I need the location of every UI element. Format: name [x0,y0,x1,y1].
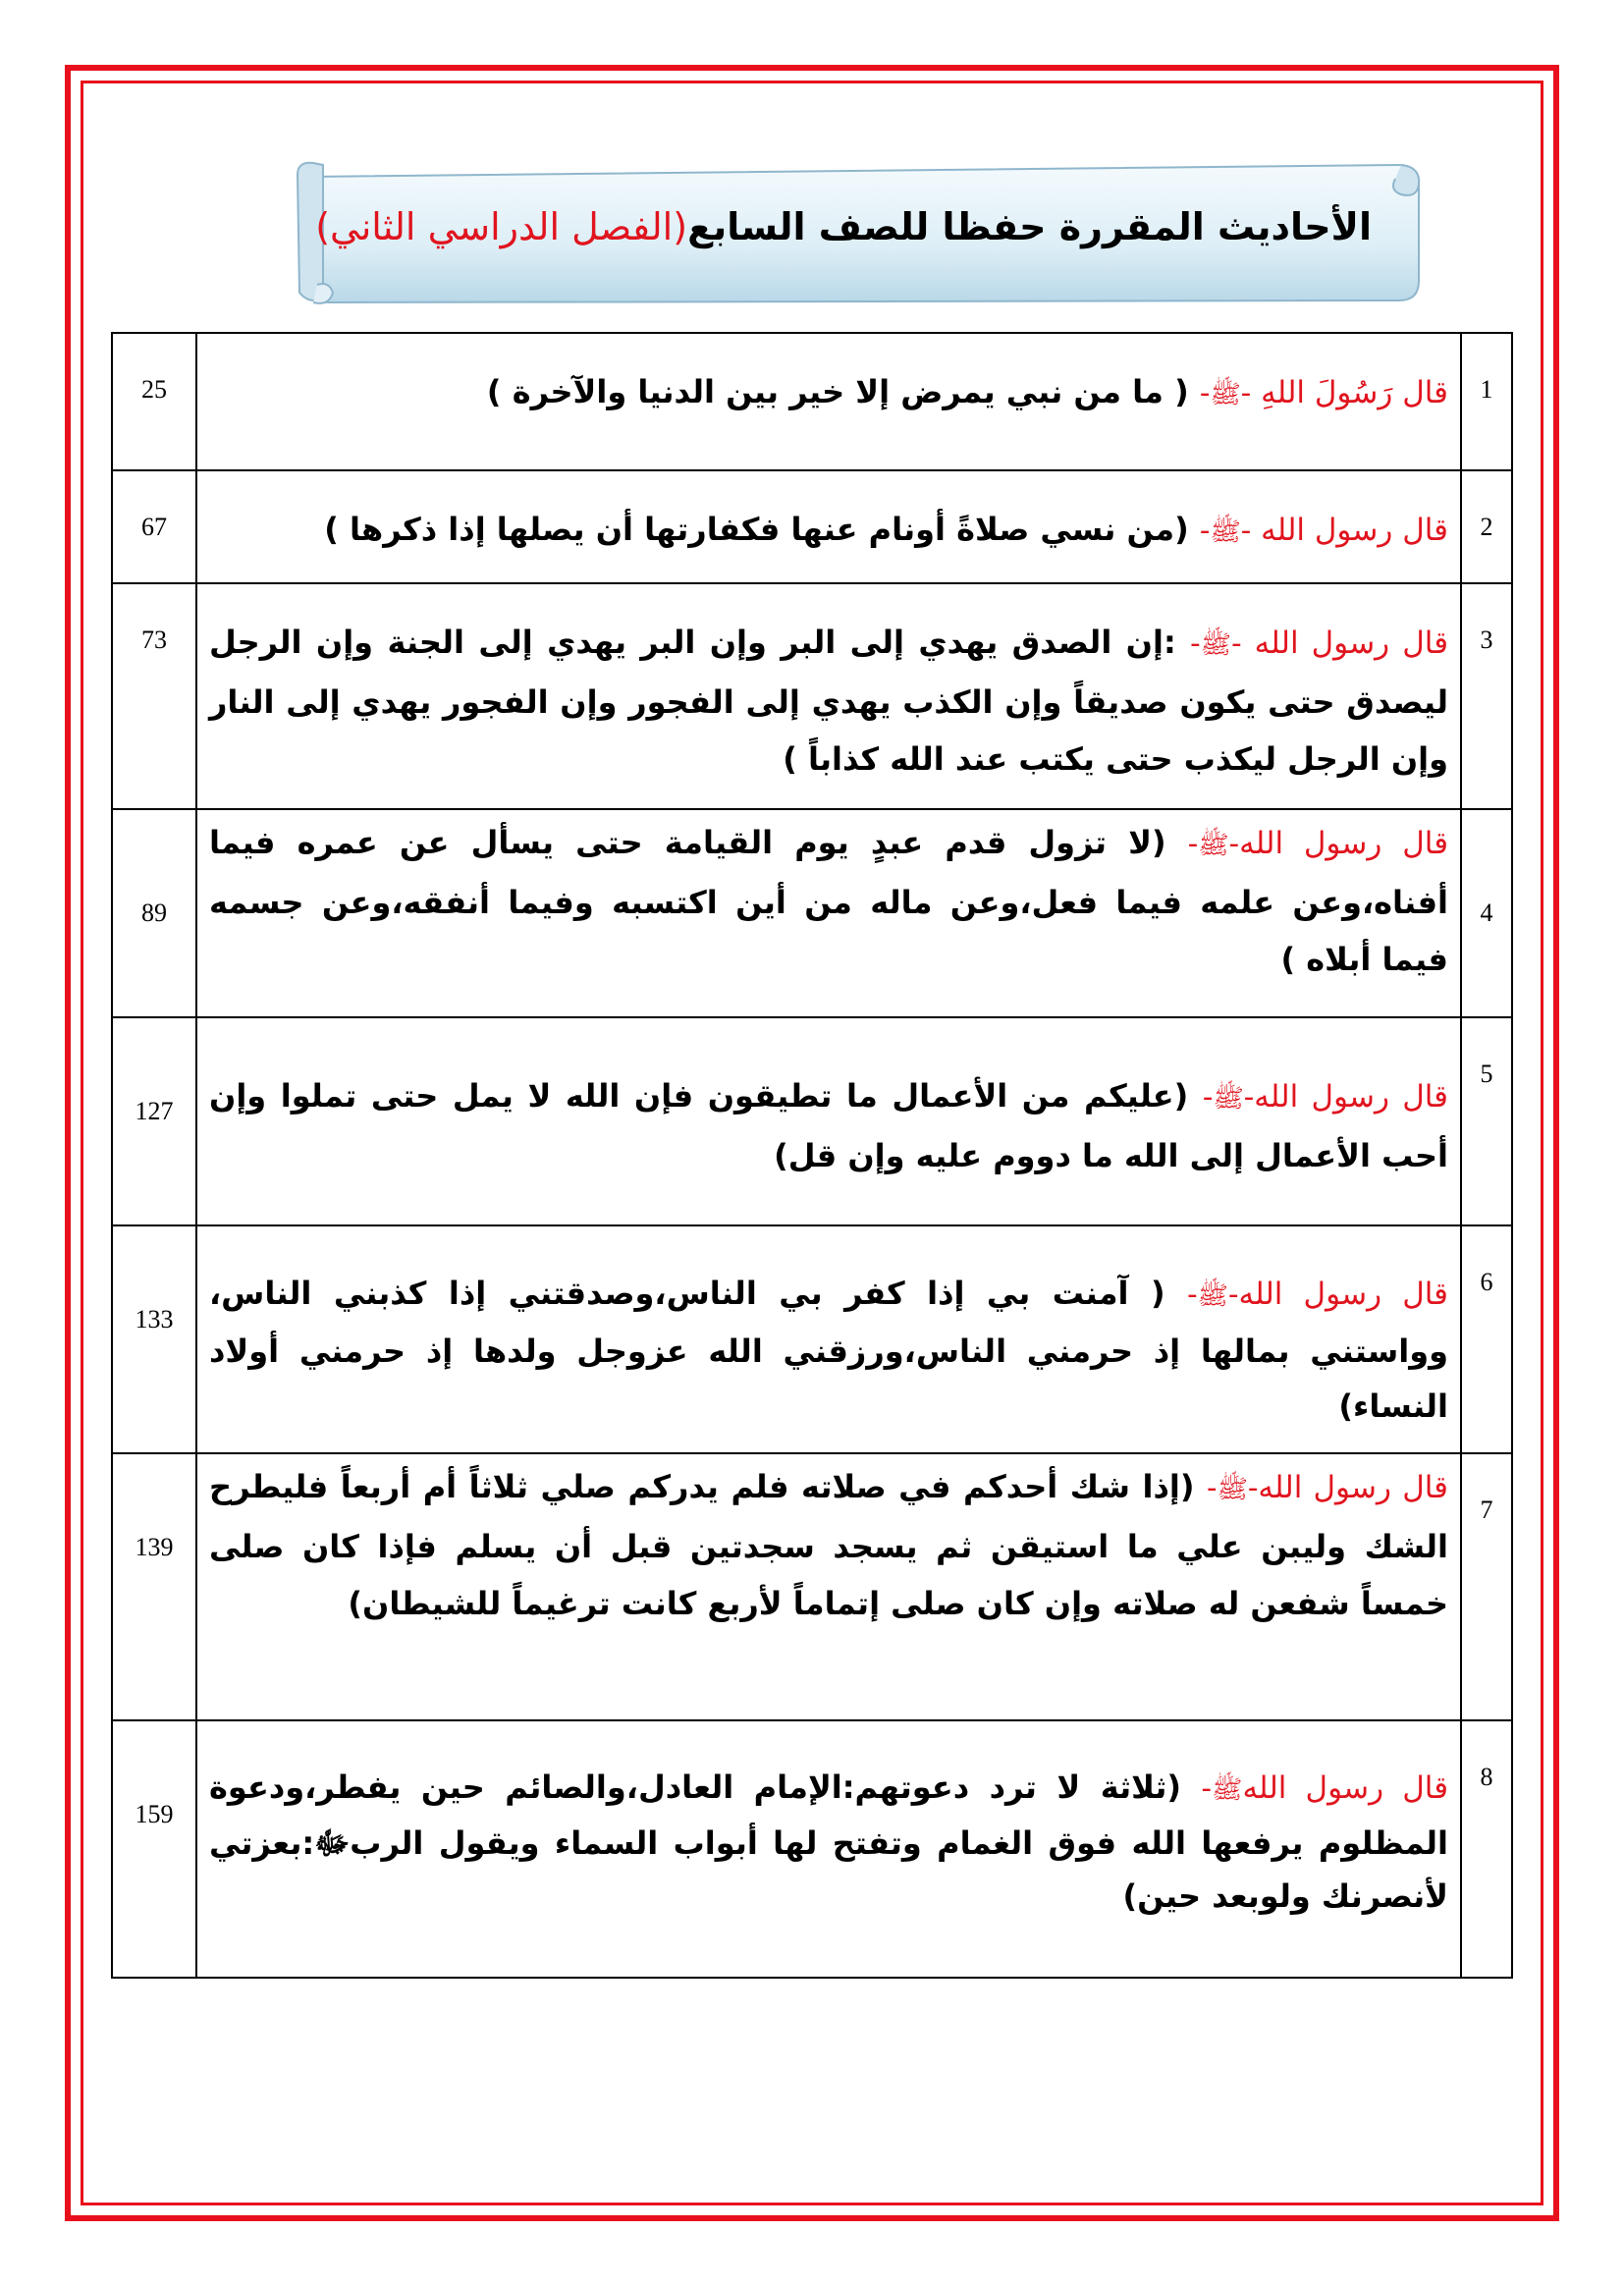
table-row [112,809,1512,1017]
page-number: 73 [112,583,196,809]
hadith-text [196,1453,1461,1720]
table-row [112,333,1512,470]
table-row [112,1017,1512,1225]
hadith-body: :إن الصدق يهدي إلى البر وإن البر يهدي إلى الجنة وإن الرجل ليصدق حتى يكون صديقاً وإن الكذب يهدي إلى الفجور وإن الفجور يهدي إلى النار وإن الرجل ليكذب حتى يكتب عند الله كذاباً ) [209,624,1448,778]
title-banner [290,155,1431,312]
hadith-dash: - [1201,1770,1213,1806]
pbuh-symbol: ﷺ [1217,1475,1248,1504]
hadith-table [111,332,1513,1979]
row-number: 8 [1461,1720,1512,1978]
hadith-dash: - [1187,826,1199,861]
hadith-dash: - [1206,1470,1218,1505]
hadith-body: ( آمنت بي إذا كفر بي الناس،وصدقتني إذا كذبني الناس، وواستني بمالها إذ حرمني الناس،ورزقني الله عزوجل ولدها إذ حرمني أولاد النساء) [209,1275,1448,1425]
row-number: 2 [1461,470,1512,583]
table-row [112,583,1512,809]
table-row [112,1225,1512,1453]
hadith-dash: - [1190,626,1201,661]
pbuh-symbol: ﷺ [1197,1281,1228,1311]
row-number: 4 [1461,809,1512,1017]
table-row [112,1453,1512,1720]
hadith-text [196,470,1461,583]
title-subtitle: (الفصل الدراسي الثاني) [315,205,688,248]
row-number: 3 [1461,583,1512,809]
hadith-intro: قال رسول الله- [1247,1470,1448,1505]
table-row [112,470,1512,583]
hadith-body: ( ما من نبي يمرض إلا خير بين الدنيا والآخرة ) [486,373,1189,410]
row-number: 5 [1461,1017,1512,1225]
hadith-intro: قال رسول الله- [1243,1079,1448,1115]
page-number: 133 [112,1225,196,1453]
page-number: 89 [112,809,196,1017]
hadith-intro: قال رسول الله - [1231,626,1449,661]
hadith-intro: قال رَسُولَ اللهِ - [1240,375,1448,410]
hadith-intro: قال رسول الله- [1227,1277,1449,1312]
row-number: 7 [1461,1453,1512,1720]
document-title [315,192,1372,261]
table-row [112,1720,1512,1978]
page-number: 159 [112,1720,196,1978]
pbuh-symbol: ﷺ [1212,1775,1243,1805]
page-number: 67 [112,470,196,583]
hadith-body: (إذا شك أحدكم في صلاته فلم يدركم صلي ثلاثاً أم أربعاً فليطرح الشك وليبن علي ما استيقن ثم يسجد سجدتين قبل أن يسلم فإذا كان صلى خمساً شفعن له صلاته وإن كان صلى إتماماً لأربع كانت ترغيماً للشيطان) [209,1468,1448,1622]
hadith-text [196,333,1461,470]
hadith-text [196,1225,1461,1453]
page-number: 139 [112,1453,196,1720]
title-main: الأحاديث المقررة حفظا للصف السابع [687,205,1372,248]
hadith-body: (من نسي صلاةً أونام عنها فكفارتها أن يصلها إذا ذكرها ) [324,511,1189,548]
row-number: 6 [1461,1225,1512,1453]
hadith-dash: - [1199,513,1211,548]
hadith-text [196,1017,1461,1225]
hadith-text [196,583,1461,809]
hadith-text [196,809,1461,1017]
row-number: 1 [1461,333,1512,470]
page-number: 25 [112,333,196,470]
pbuh-symbol: ﷺ [1198,831,1229,860]
hadith-intro: قال رسول الله- [1228,826,1449,861]
hadith-dash: - [1199,375,1211,410]
hadith-body: (عليكم من الأعمال ما تطيقون فإن الله لا يمل حتى تملوا وإن أحب الأعمال إلى الله ما دووم عليه وإن قل) [209,1077,1448,1174]
page-number: 127 [112,1017,196,1225]
hadith-body: (ثلاثة لا ترد دعوتهم:الإمام العادل،والصائم حين يفطر،ودعوة المظلوم يرفعها الله فوق الغمام وتفتح لها أبواب السماء ويقول الربﷻ:بعزتي لأنصرنك ولوبعد حين) [209,1768,1448,1915]
hadith-intro: قال رسول الله - [1240,513,1448,548]
hadith-dash: - [1187,1277,1198,1312]
pbuh-symbol: ﷺ [1200,630,1232,660]
pbuh-symbol: ﷺ [1213,1084,1244,1114]
hadith-intro: قال رسول الله [1242,1770,1449,1806]
hadith-body: (لا تزول قدم عبدٍ يوم القيامة حتى يسأل عن عمره فيما أفناه،وعن علمه فيما فعل،وعن ماله من أين اكتسبه وفيما أنفقه،وعن جسمه فيما أبلاه ) [209,824,1448,978]
hadith-text [196,1720,1461,1978]
pbuh-symbol: ﷺ [1210,517,1241,547]
hadith-dash: - [1202,1079,1214,1115]
pbuh-symbol: ﷺ [1210,380,1241,409]
